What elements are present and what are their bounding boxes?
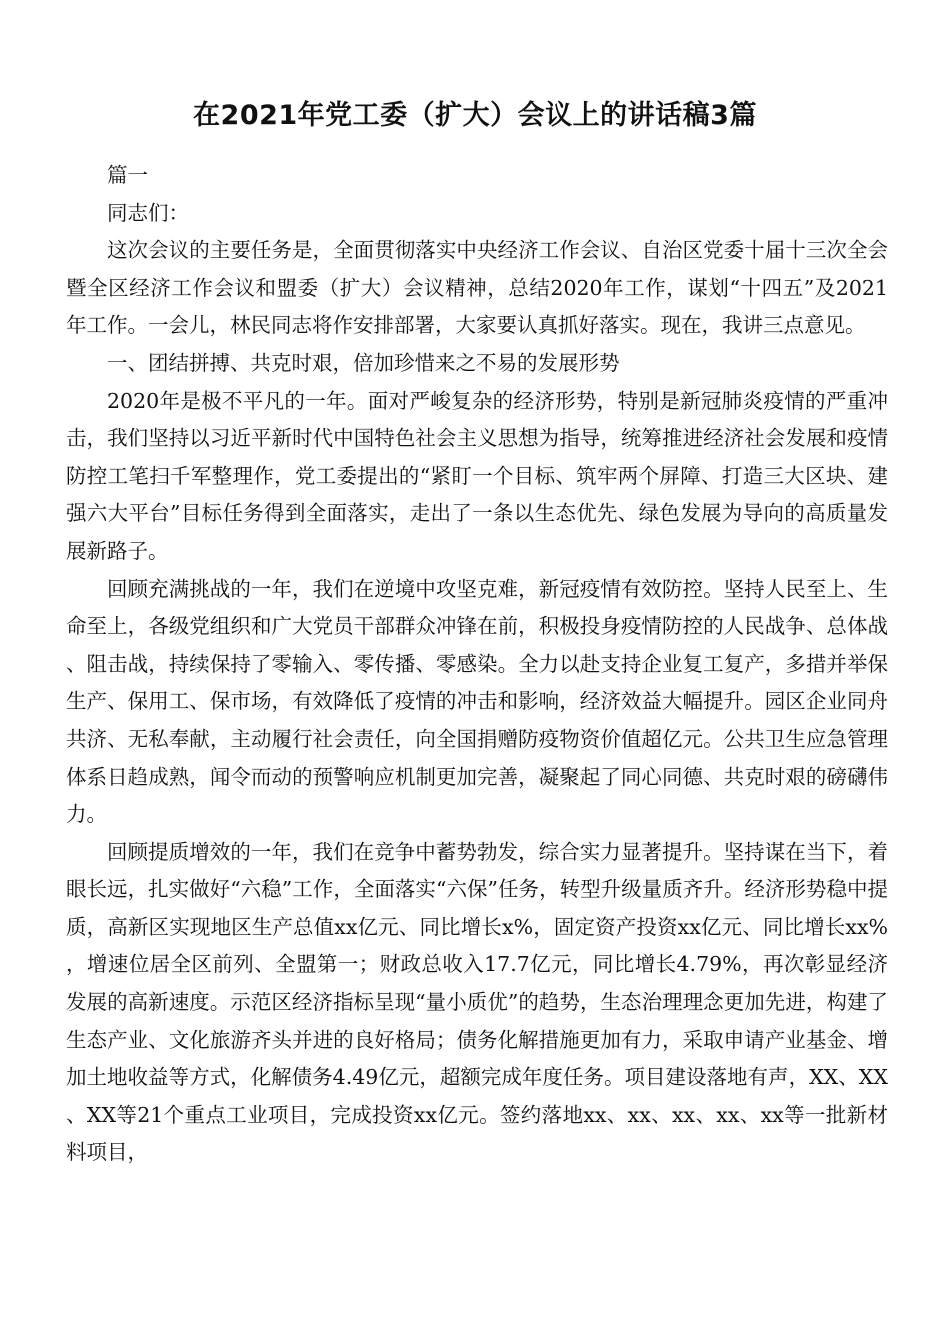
paragraph-2020-overview: 2020年是极不平凡的一年。面对严峻复杂的经济形势，特别是新冠肺炎疫情的严重冲击，我们坚持以习近平新时代中国特色社会主义思想为指导，统筹推进经济社会发展和疫情防控工笔扫千军整理作，党工委提出的“紧盯一个目标、筑牢两个屏障、打造三大区块、建强六大平台”目标任务得到全面落实，走出了一条以生态优先、绿色发展为导向的高质量发展新路子。 <box>66 388 888 563</box>
section-heading-part-one: 篇一 <box>107 163 148 187</box>
document-title: 在2021年党工委（扩大）会议上的讲话稿3篇 <box>193 100 757 131</box>
paragraph-epidemic-control: 回顾充满挑战的一年，我们在逆境中攻坚克难，新冠疫情有效防控。坚持人民至上、生命至上，各级党组织和广大党员干部群众冲锋在前，积极投身疫情防控的人民战争、总体战、阻击战，持续保持了零输入、零传播、零感染。全力以赴支持企业复工复产，多措并举保生产、保用工、保市场，有效降低了疫情的冲击和影响，经济效益大幅提升。园区企业同舟共济、无私奉献，主动履行社会责任，向全国捐赠防疫物资价值超亿元。公共卫生应急管理体系日趋成熟，闻令而动的预警响应机制更加完善，凝聚起了同心同德、共克时艰的磅礴伟力。 <box>66 576 888 827</box>
paragraph-quality-growth: 回顾提质增效的一年，我们在竞争中蓄势勃发，综合实力显著提升。坚持谋在当下，着眼长远，扎实做好“六稳”工作，全面落实“六保”任务，转型升级量质齐升。经济形势稳中提质，高新区实现地区生产总值xx亿元、同比增长x%，固定资产投资xx亿元、同比增长xx%，增速位居全区前列、全盟第一；财政总收入17.7亿元，同比增长4.79%，再次彰显经济发展的高新速度。示范区经济指标呈现“量小质优”的趋势，生态治理理念更加先进，构建了生态产业、文化旅游齐头并进的良好格局；债务化解措施更加有力，采取申请产业基金、增加土地收益等方式，化解债务4.49亿元，超额完成年度任务。项目建设落地有声，XX、XX、XX等21个重点工业项目，完成投资xx亿元。签约落地xx、xx、xx、xx、xx等一批新材料项目， <box>66 839 888 1165</box>
document-body <box>66 157 888 1172</box>
salutation: 同志们： <box>107 200 189 225</box>
section-heading-one: 一、团结拼搏、共克时艰，倍加珍惜来之不易的发展形势 <box>107 350 620 375</box>
paragraph-intro: 这次会议的主要任务是，全面贯彻落实中央经济工作会议、自治区党委十届十三次全会暨全区经济工作会议和盟委（扩大）会议精神，总结2020年工作，谋划“十四五”及2021年工作。一会儿，林民同志将作安排部署，大家要认真抓好落实。现在，我讲三点意见。 <box>66 238 888 338</box>
